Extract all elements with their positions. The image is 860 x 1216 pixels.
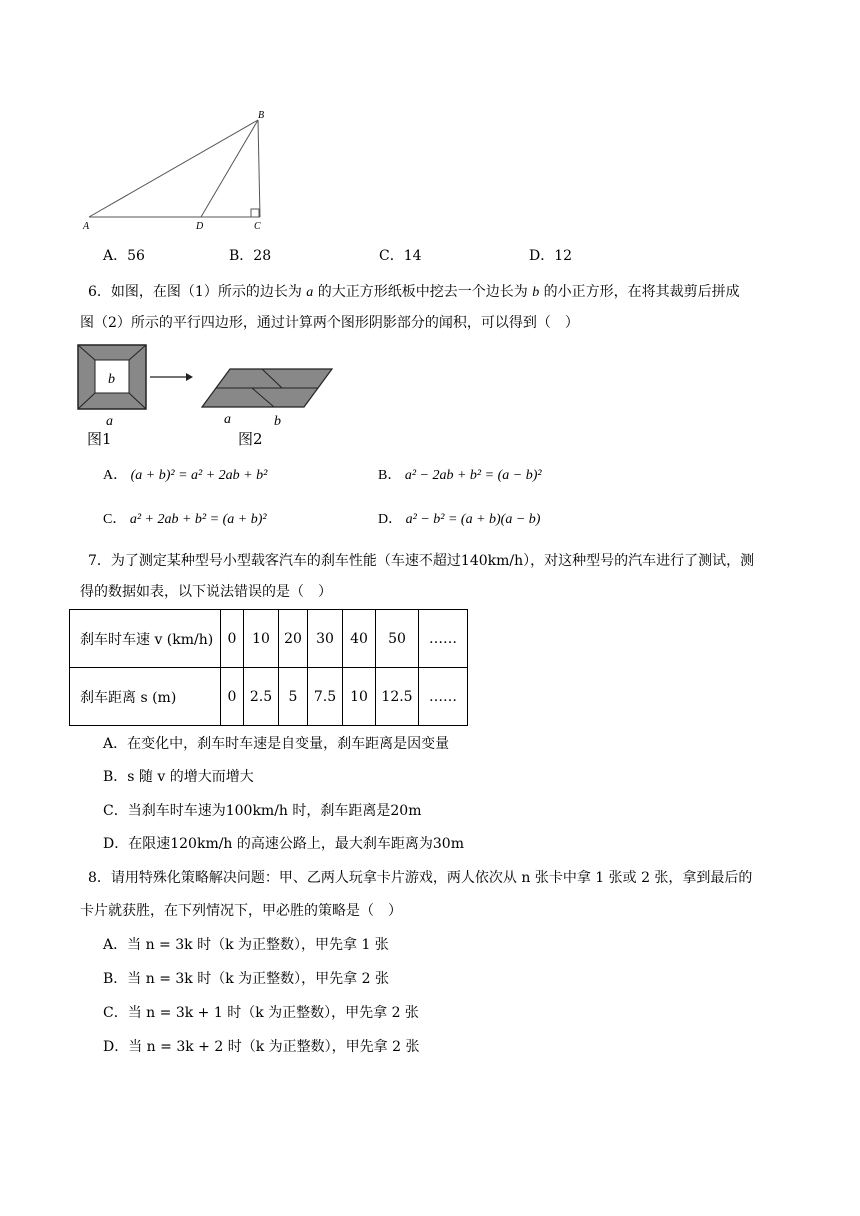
table-cell: …… xyxy=(419,610,468,668)
q8-option-b[interactable]: B．当 n = 3k 时（k 为正整数），甲先拿 2 张 xyxy=(103,971,389,987)
q8-stem-line2: 卡片就获胜，在下列情况下，甲必胜的策略是（ ） xyxy=(80,903,402,919)
q7-option-d[interactable]: D．在限速120km/h 的高速公路上，最大刹车距离为30m xyxy=(103,836,464,852)
label-D: D xyxy=(196,221,204,232)
q8-option-c[interactable]: C．当 n = 3k + 1 时（k 为正整数），甲先拿 2 张 xyxy=(103,1005,419,1021)
table-cell: 0 xyxy=(221,610,244,668)
table-cell: 30 xyxy=(308,610,343,668)
table-row-distance xyxy=(70,668,468,726)
table-cell: 5 xyxy=(279,668,308,726)
label-B: B xyxy=(258,110,265,121)
table-cell: 10 xyxy=(343,668,376,726)
fig2-a-label: a xyxy=(224,412,231,427)
table-cell: 2.5 xyxy=(244,668,279,726)
q6-option-c[interactable]: C． a² + 2ab + b² = (a + b)² xyxy=(103,512,267,527)
table-cell: 12.5 xyxy=(376,668,419,726)
q6-stem-line1: 6．如图，在图（1）所示的边长为 a 的大正方形纸板中挖去一个边长为 b 的小正方形，在将其裁剪后拼成 xyxy=(88,284,740,300)
table-cell: 0 xyxy=(221,668,244,726)
table-header-speed: 刹车时车速 v (km/h) xyxy=(70,610,221,668)
table-cell: …… xyxy=(419,668,468,726)
q7-stem-line1: 7．为了测定某种型号小型载客汽车的刹车性能（车速不超过140km/h），对这种型号的汽车进行了测试，测 xyxy=(88,553,755,569)
table-cell: 20 xyxy=(279,610,308,668)
label-C: C xyxy=(254,221,261,232)
q7-option-a[interactable]: A．在变化中，刹车时车速是自变量，刹车距离是因变量 xyxy=(103,736,450,752)
q8-option-a[interactable]: A．当 n = 3k 时（k 为正整数），甲先拿 1 张 xyxy=(103,937,389,953)
triangle-figure xyxy=(80,105,280,235)
arrow-icon xyxy=(148,370,194,384)
q5-option-c[interactable]: C．14 xyxy=(379,248,422,264)
q6-option-a[interactable]: A． (a + b)² = a² + 2ab + b² xyxy=(103,468,268,483)
q7-option-b[interactable]: B．s 随 v 的增大而增大 xyxy=(103,769,254,785)
table-cell: 7.5 xyxy=(308,668,343,726)
q7-stem-line2: 得的数据如表，以下说法错误的是（ ） xyxy=(80,584,332,600)
brake-data-table xyxy=(69,609,468,726)
fig2-caption: 图2 xyxy=(238,430,263,448)
q5-option-b[interactable]: B．28 xyxy=(229,248,272,264)
q5-option-a[interactable]: A．56 xyxy=(103,248,145,264)
fig1-inner-label: b xyxy=(108,372,115,387)
table-header-distance: 刹车距离 s (m) xyxy=(70,668,221,726)
q6-option-b[interactable]: B． a² − 2ab + b² = (a − b)² xyxy=(378,468,542,483)
table-row-speed xyxy=(70,610,468,668)
fig1-side-label: a xyxy=(106,414,113,429)
q8-option-d[interactable]: D．当 n = 3k + 2 时（k 为正整数），甲先拿 2 张 xyxy=(103,1039,420,1055)
fig1-caption: 图1 xyxy=(87,430,112,448)
fig2-b-label: b xyxy=(274,414,281,429)
q8-stem-line1: 8．请用特殊化策略解决问题：甲、乙两人玩拿卡片游戏，两人依次从 n 张卡中拿 1 张或 2 张，拿到最后的 xyxy=(88,870,753,886)
table-cell: 10 xyxy=(244,610,279,668)
q7-option-c[interactable]: C．当刹车时车速为100km/h 时，刹车距离是20m xyxy=(103,803,422,819)
label-A: A xyxy=(83,221,90,232)
figure-2-parallelogram xyxy=(200,365,340,435)
q6-stem-line2: 图（2）所示的平行四边形，通过计算两个图形阴影部分的闻积，可以得到（ ） xyxy=(80,315,579,331)
q6-option-d[interactable]: D． a² − b² = (a + b)(a − b) xyxy=(378,512,541,527)
table-cell: 40 xyxy=(343,610,376,668)
q5-option-d[interactable]: D．12 xyxy=(529,248,573,264)
table-cell: 50 xyxy=(376,610,419,668)
